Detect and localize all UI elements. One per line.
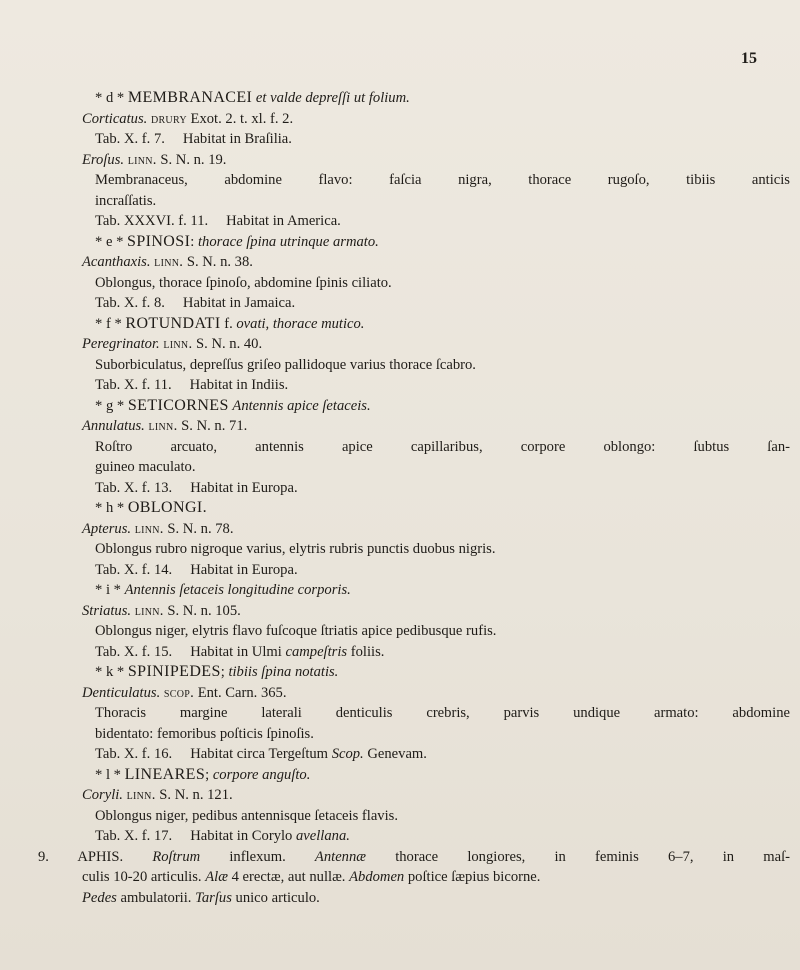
text-run: Oblongus rubro nigroque varius, elytris rubris punctis duobus nigris. — [95, 541, 496, 557]
text-run: S. N. n. 78. — [163, 520, 234, 537]
text-run: Tab. X. f. 13. — [95, 479, 173, 496]
text-run: Coryli. — [82, 787, 123, 803]
text-run: Oblongus, thorace ſpinoſo, abdomine ſpinis ciliato. — [95, 274, 392, 291]
text-run: Denticulatus. — [82, 684, 161, 701]
text-run: linn. — [148, 418, 178, 434]
text-run: avellana. — [296, 828, 350, 844]
text-run: Roſtro arcuato, antennis apice capillaribus, corpore oblongo: ſubtus ſan- — [95, 438, 790, 455]
text-run: scop. — [163, 684, 195, 701]
text-run: Roſtrum — [152, 848, 201, 865]
text-run: Exot. 2. t. xl. f. 2. — [186, 110, 294, 127]
page-text — [38, 88, 790, 908]
text-run: Tab. X. f. 14. — [95, 561, 173, 578]
text-run: Habitat in Europa. — [190, 479, 298, 496]
text-run: Tab. X. f. 17. — [95, 828, 173, 844]
text-run: Habitat in Indiis. — [189, 377, 289, 393]
text-run: foliis. — [347, 643, 385, 660]
text-run: linn. — [127, 151, 157, 168]
text-line-l40 — [60, 888, 790, 909]
text-run: linn. — [134, 602, 164, 619]
text-run: 4 erectæ, aut nullæ. — [227, 869, 350, 885]
text-line-l08 — [60, 232, 790, 253]
text-run: culis 10-20 articulis. — [82, 869, 206, 885]
text-line-l27 — [60, 621, 790, 642]
text-run: MEMBRANACEI — [127, 89, 253, 106]
text-run: Tab. XXXVI. f. 11. — [95, 213, 209, 229]
text-run: Habitat circa Tergeſtum — [190, 746, 332, 762]
text-line-l35 — [60, 785, 790, 806]
text-line-l09 — [60, 252, 790, 273]
text-run: ROTUNDATI — [125, 314, 221, 332]
text-run: et valde depreſſi ut folium. — [252, 90, 410, 106]
text-line-l23 — [60, 539, 790, 560]
text-run: Tab. X. f. 16. — [95, 746, 173, 762]
text-run: S. N. n. 38. — [183, 254, 253, 270]
text-line-l33 — [60, 744, 790, 765]
text-line-l20 — [60, 478, 790, 499]
text-line-l14 — [60, 355, 790, 376]
text-run: S. N. n. 71. — [177, 418, 248, 434]
text-run: Apterus. — [82, 520, 132, 537]
text-run: S. N. n. 121. — [155, 787, 233, 803]
text-line-l13 — [60, 334, 790, 355]
text-run: OBLONGI. — [127, 499, 208, 516]
text-line-l25 — [60, 580, 790, 601]
text-run: ambulatorii. — [116, 889, 196, 906]
text-run: tibiis ſpina notatis. — [228, 664, 339, 680]
text-run: Annulatus. — [82, 418, 145, 434]
text-line-l38 — [38, 847, 790, 868]
text-run: Suborbiculatus, depreſſus griſeo pallidoque varius thorace ſcabro. — [95, 356, 476, 373]
text-line-l30 — [60, 683, 790, 704]
text-run: incraſſatis. — [95, 192, 157, 209]
text-line-l18 — [60, 437, 790, 458]
text-run: Eroſus. — [82, 151, 125, 168]
text-run: campeſtris — [285, 643, 348, 660]
text-line-l32 — [60, 724, 790, 745]
text-run: ; — [205, 766, 213, 783]
text-run: ovati, thorace mutico. — [236, 315, 365, 332]
text-run: Habitat in Europa. — [190, 561, 298, 578]
text-run: Thoracis margine laterali denticulis crebris, parvis undique armato: abdomine — [95, 705, 790, 721]
text-run: Genevam. — [363, 746, 427, 762]
text-line-l02 — [60, 109, 790, 130]
text-run: linn. — [126, 787, 156, 803]
text-line-l01 — [60, 88, 790, 109]
text-run: drury — [150, 110, 187, 127]
text-line-l04 — [60, 150, 790, 171]
text-line-l37 — [60, 826, 790, 847]
text-run: : — [190, 233, 198, 250]
page-number: 15 — [741, 50, 757, 67]
text-run: Tab. X. f. 7. — [95, 131, 165, 147]
text-run: * k * — [95, 664, 128, 680]
text-run: LINEARES — [124, 765, 206, 783]
text-run: Antennæ — [314, 848, 366, 865]
text-run: thorace ſpina utrinque armato. — [198, 233, 379, 250]
text-run: * l * — [95, 766, 125, 783]
text-run: SPINIPEDES — [127, 663, 221, 680]
text-run: linn. — [154, 254, 184, 270]
text-run: f. — [220, 315, 237, 332]
text-run: guineo maculato. — [95, 459, 196, 475]
text-run: bidentato: femoribus poſticis ſpinoſis. — [95, 725, 314, 742]
text-line-l03 — [60, 129, 790, 150]
text-run: * i * — [95, 582, 125, 598]
text-run: poſtice ſæpius bicorne. — [404, 869, 541, 885]
text-run: linn. — [163, 336, 193, 352]
text-run: linn. — [134, 520, 164, 537]
text-run: S. N. n. 19. — [156, 151, 227, 168]
text-line-l05 — [60, 170, 790, 191]
text-line-l31 — [60, 703, 790, 724]
text-run: Habitat in America. — [226, 213, 341, 229]
text-run: * d * — [95, 90, 128, 106]
text-run: corpore anguſto. — [212, 766, 311, 783]
text-run: * f * — [95, 315, 126, 332]
text-run: Pedes — [82, 889, 117, 906]
text-run: SPINOSI — [127, 232, 191, 250]
text-line-l29 — [60, 662, 790, 683]
text-run: Oblongus niger, pedibus antennisque ſetaceis flavis. — [95, 807, 398, 824]
text-run: S. N. n. 40. — [192, 336, 263, 352]
text-line-l19 — [60, 457, 790, 478]
text-run: Tab. X. f. 8. — [95, 295, 165, 311]
text-run: Habitat in Braſilia. — [182, 131, 292, 147]
text-run: Habitat in Corylo — [190, 828, 296, 844]
text-run: inflexum. — [200, 848, 315, 865]
text-run: Alæ — [205, 869, 228, 885]
text-run: Peregrinator. — [82, 336, 160, 352]
text-line-l26 — [60, 601, 790, 622]
text-run: Corticatus. — [82, 110, 148, 127]
text-line-l07 — [60, 211, 790, 232]
text-line-l06 — [60, 191, 790, 212]
text-run: Oblongus niger, elytris flavo fuſcoque ſtriatis apice pedibusque rufis. — [95, 623, 497, 639]
text-line-l16 — [60, 396, 790, 417]
text-run: Striatus. — [82, 602, 132, 619]
text-line-l24 — [60, 560, 790, 581]
text-line-l21 — [60, 498, 790, 519]
text-line-l39 — [60, 867, 790, 888]
text-run: Membranaceus, abdomine flavo: faſcia nigra, thorace rugoſo, tibiis anticis — [95, 172, 790, 188]
text-run: Tab. X. f. 15. — [95, 643, 173, 660]
text-line-l22 — [60, 519, 790, 540]
text-run: Abdomen — [349, 869, 405, 885]
text-run: * g * — [95, 397, 128, 414]
text-run: * h * — [95, 500, 128, 516]
text-run: unico articulo. — [231, 889, 320, 906]
text-run: Tarſus — [195, 889, 232, 906]
text-line-l15 — [60, 375, 790, 396]
text-line-l36 — [60, 806, 790, 827]
text-run: ; — [220, 664, 229, 680]
text-run: Habitat in Ulmi — [190, 643, 286, 660]
text-run: S. N. n. 105. — [163, 602, 241, 619]
text-run: Antennis ſetaceis longitudine corporis. — [124, 582, 351, 598]
text-line-l34 — [60, 765, 790, 786]
text-line-l10 — [60, 273, 790, 294]
text-run: Scop. — [331, 746, 364, 762]
text-run: Antennis apice ſetaceis. — [232, 397, 371, 414]
text-line-l12 — [60, 314, 790, 335]
text-run: Acanthaxis. — [82, 254, 151, 270]
text-run: Ent. Carn. 365. — [194, 684, 287, 701]
text-run: Tab. X. f. 11. — [95, 377, 172, 393]
text-line-l28 — [60, 642, 790, 663]
text-run: thorace longiores, in feminis 6–7, in maſ- — [366, 848, 790, 865]
text-run: SETICORNES — [127, 396, 229, 414]
text-line-l11 — [60, 293, 790, 314]
text-run: 9. APHIS. — [38, 848, 153, 865]
text-run: Habitat in Jamaica. — [182, 295, 296, 311]
text-line-l17 — [60, 416, 790, 437]
text-run: * e * — [95, 233, 128, 250]
